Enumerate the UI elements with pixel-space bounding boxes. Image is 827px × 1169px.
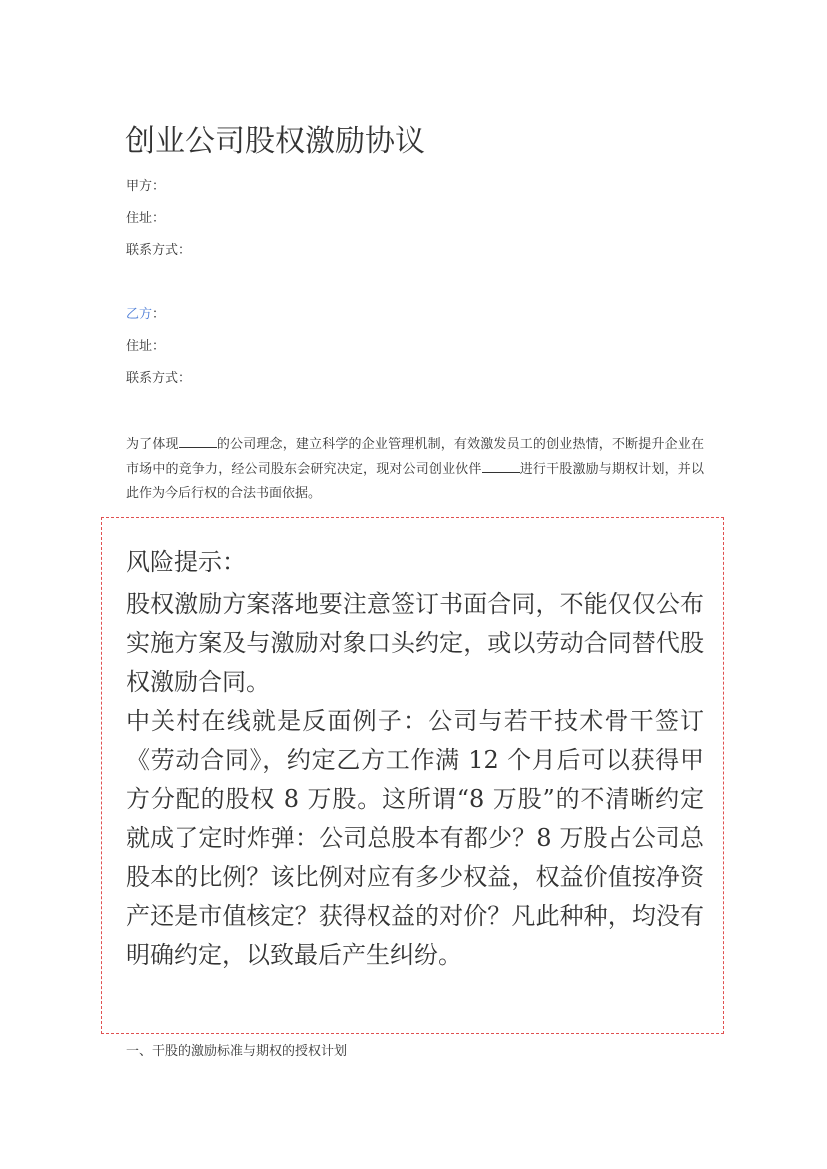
intro-paragraph bbox=[126, 432, 704, 506]
partner-name-blank bbox=[482, 457, 520, 473]
party-b-label-suffix: ： bbox=[152, 307, 166, 322]
risk-warning-title: 风险提示： bbox=[126, 548, 246, 576]
company-concept-blank bbox=[179, 432, 217, 448]
party-b-label bbox=[126, 305, 165, 325]
section-1-heading: 一、干股的激励标准与期权的授权计划 bbox=[126, 1044, 348, 1059]
party-a-label: 甲方： bbox=[126, 179, 166, 194]
intro-segment-3: 进行干股激励与期权计划，并以此作为今后行权的合法书面依据。 bbox=[126, 462, 704, 501]
party-b-label-link: 乙方 bbox=[126, 307, 153, 322]
intro-segment-1: 为了体现 bbox=[126, 437, 179, 452]
intro-segment-2: 的公司理念，建立科学的企业管理机制，有效激发员工的创业热情，不断提升企业在市场中的竞争力，经公司股东会研究决定，现对公司创业伙伴 bbox=[126, 437, 704, 477]
risk-warning-body bbox=[126, 585, 704, 975]
risk-warning-box bbox=[101, 517, 724, 1034]
party-b-address-label: 住址： bbox=[126, 339, 166, 354]
risk-warning-paragraph-1: 股权激励方案落地要注意签订书面合同，不能仅仅公布实施方案及与激励对象口头约定，或以劳动合同替代股权激励合同。 bbox=[126, 590, 704, 696]
document-title: 创业公司股权激励协议 bbox=[125, 124, 425, 159]
risk-warning-paragraph-2: 中关村在线就是反面例子：公司与若干技术骨干签订《劳动合同》，约定乙方工作满 12 个月后可以获得甲方分配的股权 8 万股。这所谓“8 万股”的不清晰约定就成了定时炸弹：公司总股本有都少？8 万股占公司总股本的比例？该比例对应有多少权益，权益价值按净资产还是市值核定？获得权益的对价？凡此种种，均没有明确约定，以致最后产生纠纷。 bbox=[126, 707, 704, 969]
party-b-contact-label: 联系方式： bbox=[126, 371, 192, 386]
party-a-contact-label: 联系方式： bbox=[126, 243, 192, 258]
party-a-address-label: 住址： bbox=[126, 211, 166, 226]
